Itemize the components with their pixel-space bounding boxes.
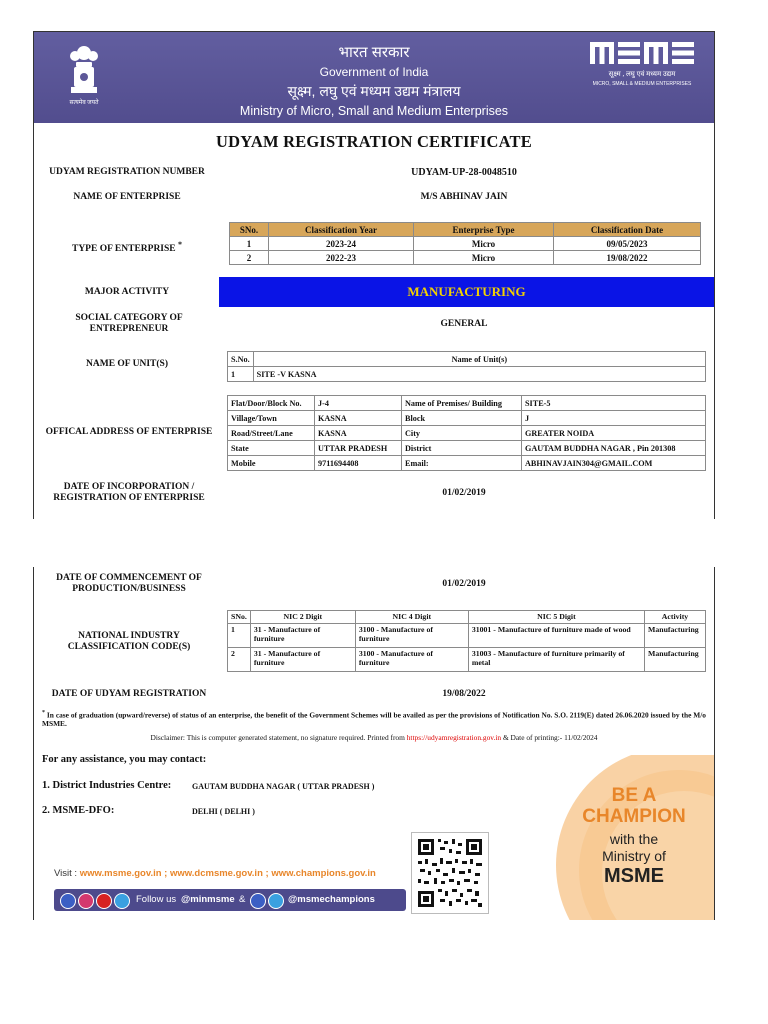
champion-line-4: Ministry of xyxy=(602,848,666,864)
classification-table xyxy=(229,222,701,265)
table-cell: KASNA xyxy=(315,411,402,426)
social-category-label: SOCIAL CATEGORY OF ENTREPRENEUR xyxy=(75,313,183,334)
table-header: Activity xyxy=(645,611,706,624)
visit-line xyxy=(54,868,376,879)
dfo-label: 2. MSME-DFO: xyxy=(42,805,115,816)
champion-banner xyxy=(554,755,714,920)
table-cell: Block xyxy=(402,411,522,426)
nic-label: NATIONAL INDUSTRY CLASSIFICATION CODE(S) xyxy=(67,631,191,652)
table-header: SNo. xyxy=(230,223,269,237)
disclaimer-link[interactable]: https://udyamregistration.gov.in xyxy=(406,733,502,742)
major-activity-value: MANUFACTURING xyxy=(219,277,714,307)
table-cell: District xyxy=(402,441,522,456)
address-table xyxy=(227,395,706,471)
major-activity-label: MAJOR ACTIVITY xyxy=(84,287,170,297)
twitter-icon[interactable] xyxy=(114,893,130,909)
enterprise-type-label-text: TYPE OF ENTERPRISE xyxy=(71,244,176,255)
footnote xyxy=(42,709,706,728)
units-label: NAME OF UNIT(S) xyxy=(86,359,168,369)
table-cell: Mobile xyxy=(228,456,315,471)
youtube-icon[interactable] xyxy=(96,893,112,909)
table-row xyxy=(230,251,701,265)
social-footer-bar xyxy=(54,889,406,911)
enterprise-name-label: NAME OF ENTERPRISE xyxy=(73,192,181,202)
incorporation-value: 01/02/2019 xyxy=(442,488,486,498)
table-row xyxy=(228,411,706,426)
table-header: Enterprise Type xyxy=(414,223,554,237)
champion-line-2: CHAMPION xyxy=(582,806,686,827)
header-hindi-ministry: सूक्ष्म, लघु एवं मध्यम उद्यम मंत्रालय xyxy=(287,83,461,99)
table-row xyxy=(228,396,706,411)
twitter-icon[interactable] xyxy=(268,893,284,909)
emblem-caption: सत्यमेव जयते xyxy=(69,100,99,106)
table-header: S.No. xyxy=(228,352,254,367)
facebook-icon[interactable] xyxy=(60,893,76,909)
table-header: Name of Unit(s) xyxy=(253,352,705,367)
table-cell: Flat/Door/Block No. xyxy=(228,396,315,411)
table-cell: GREATER NOIDA xyxy=(522,426,706,441)
table-cell: 1 xyxy=(228,623,251,647)
instagram-icon[interactable] xyxy=(78,893,94,909)
table-header: NIC 5 Digit xyxy=(468,611,644,624)
table-header: Classification Year xyxy=(269,223,414,237)
udyam-date-value: 19/08/2022 xyxy=(442,689,486,699)
table-cell: 31001 - Manufacture of furniture made of wood xyxy=(468,623,644,647)
table-header: NIC 4 Digit xyxy=(355,611,468,624)
dic-label: 1. District Industries Centre: xyxy=(42,780,172,791)
table-cell: SITE -V KASNA xyxy=(253,367,705,382)
table-cell: Email: xyxy=(402,456,522,471)
msme-hindi-caption: सूक्ष्म , लघु एवं मध्यम उद्यम xyxy=(608,70,676,78)
table-cell: State xyxy=(228,441,315,456)
table-cell: KASNA xyxy=(315,426,402,441)
table-row xyxy=(230,237,701,251)
table-cell: 1 xyxy=(228,367,254,382)
header-government: Government of India xyxy=(319,65,429,79)
certificate-page-1 xyxy=(33,31,715,519)
units-table xyxy=(227,351,706,382)
table-cell: 3100 - Manufacture of furniture xyxy=(355,623,468,647)
table-cell: J xyxy=(522,411,706,426)
table-header: Classification Date xyxy=(554,223,701,237)
table-cell: 31003 - Manufacture of furniture primarily of metal xyxy=(468,647,644,671)
commencement-value: 01/02/2019 xyxy=(442,579,486,589)
enterprise-name-value: M/S ABHINAV JAIN xyxy=(420,192,508,202)
msme-caption: MICRO, SMALL & MEDIUM ENTERPRISES xyxy=(592,81,692,87)
champion-line-1: BE A xyxy=(611,785,657,806)
udyam-date-label: DATE OF UDYAM REGISTRATION xyxy=(51,689,207,699)
champion-line-5: MSME xyxy=(604,865,664,887)
dfo-value: DELHI ( DELHI ) xyxy=(192,807,255,816)
assistance-heading: For any assistance, you may contact: xyxy=(42,754,207,765)
table-cell: 1 xyxy=(230,237,269,251)
disclaimer-text: Disclaimer: This is computer generated statement, no signature required. Printed from xyxy=(150,733,405,742)
table-cell: 9711694408 xyxy=(315,456,402,471)
table-cell: 09/05/2023 xyxy=(554,237,701,251)
reg-number-label: UDYAM REGISTRATION NUMBER xyxy=(49,167,205,177)
table-cell: Manufacturing xyxy=(645,623,706,647)
footnote-star: * xyxy=(42,710,45,716)
table-cell: 2 xyxy=(228,647,251,671)
dic-value: GAUTAM BUDDHA NAGAR ( UTTAR PRADESH ) xyxy=(192,782,375,791)
table-cell: 2 xyxy=(230,251,269,265)
table-cell: Road/Street/Lane xyxy=(228,426,315,441)
table-cell: 19/08/2022 xyxy=(554,251,701,265)
table-cell: Name of Premises/ Building xyxy=(402,396,522,411)
certificate-page-2 xyxy=(33,567,715,920)
table-cell: J-4 xyxy=(315,396,402,411)
table-row xyxy=(228,426,706,441)
header-hindi-title: भारत सरकार xyxy=(338,44,410,61)
champion-line-3: with the xyxy=(609,831,659,847)
table-cell: 31 - Manufacture of furniture xyxy=(250,647,355,671)
table-row xyxy=(228,367,706,382)
table-cell: 31 - Manufacture of furniture xyxy=(250,623,355,647)
table-cell: 2022-23 xyxy=(269,251,414,265)
table-cell: SITE-5 xyxy=(522,396,706,411)
address-label: OFFICAL ADDRESS OF ENTERPRISE xyxy=(45,427,213,437)
table-row xyxy=(228,456,706,471)
disclaimer-print-date: & Date of printing:- 11/02/2024 xyxy=(502,733,598,742)
table-cell: City xyxy=(402,426,522,441)
facebook-icon[interactable] xyxy=(250,893,266,909)
table-row xyxy=(228,623,706,647)
social-category-value: GENERAL xyxy=(440,319,488,329)
table-cell: 3100 - Manufacture of furniture xyxy=(355,647,468,671)
enterprise-type-label xyxy=(42,239,212,255)
qr-code xyxy=(411,832,489,914)
footnote-text: In case of graduation (upward/reverse) of status of an enterprise, the benefit of the Government Schemes will be availed as per the provisions of Notification No. S.O. 2119(E) dated 26.06.2020 issued by the M/o MSME. xyxy=(42,710,707,729)
certificate-header xyxy=(34,32,714,123)
table-cell: GAUTAM BUDDHA NAGAR , Pin 201308 xyxy=(522,441,706,456)
msme-logo xyxy=(590,38,694,68)
certificate-title: UDYAM REGISTRATION CERTIFICATE xyxy=(216,132,532,151)
handle-minmsme[interactable]: @minmsme xyxy=(181,894,235,905)
visit-label: Visit : xyxy=(54,868,78,879)
table-cell: Micro xyxy=(414,251,554,265)
table-cell: Manufacturing xyxy=(645,647,706,671)
handle-msmechampions[interactable]: @msmechampions xyxy=(288,894,375,905)
visit-links[interactable]: www.msme.gov.in ; www.dcmsme.gov.in ; www.champions.gov.in xyxy=(79,868,376,879)
header-ministry: Ministry of Micro, Small and Medium Enterprises xyxy=(239,104,509,118)
ampersand-text: & xyxy=(239,894,246,905)
commencement-label: DATE OF COMMENCEMENT OF PRODUCTION/BUSINESS xyxy=(56,573,202,594)
table-row xyxy=(228,647,706,671)
table-cell: UTTAR PRADESH xyxy=(315,441,402,456)
reg-number-value: UDYAM-UP-28-0048510 xyxy=(411,167,517,178)
table-cell: Village/Town xyxy=(228,411,315,426)
table-cell: Micro xyxy=(414,237,554,251)
table-row xyxy=(228,441,706,456)
incorporation-label: DATE OF INCORPORATION / REGISTRATION OF ENTERPRISE xyxy=(53,482,205,503)
enterprise-type-star: * xyxy=(178,240,182,249)
table-cell: 2023-24 xyxy=(269,237,414,251)
follow-us-text: Follow us xyxy=(136,894,177,905)
disclaimer xyxy=(42,733,706,742)
nic-table xyxy=(227,610,706,672)
table-header: NIC 2 Digit xyxy=(250,611,355,624)
table-cell: ABHINAVJAIN304@GMAIL.COM xyxy=(522,456,706,471)
table-header: SNo. xyxy=(228,611,251,624)
